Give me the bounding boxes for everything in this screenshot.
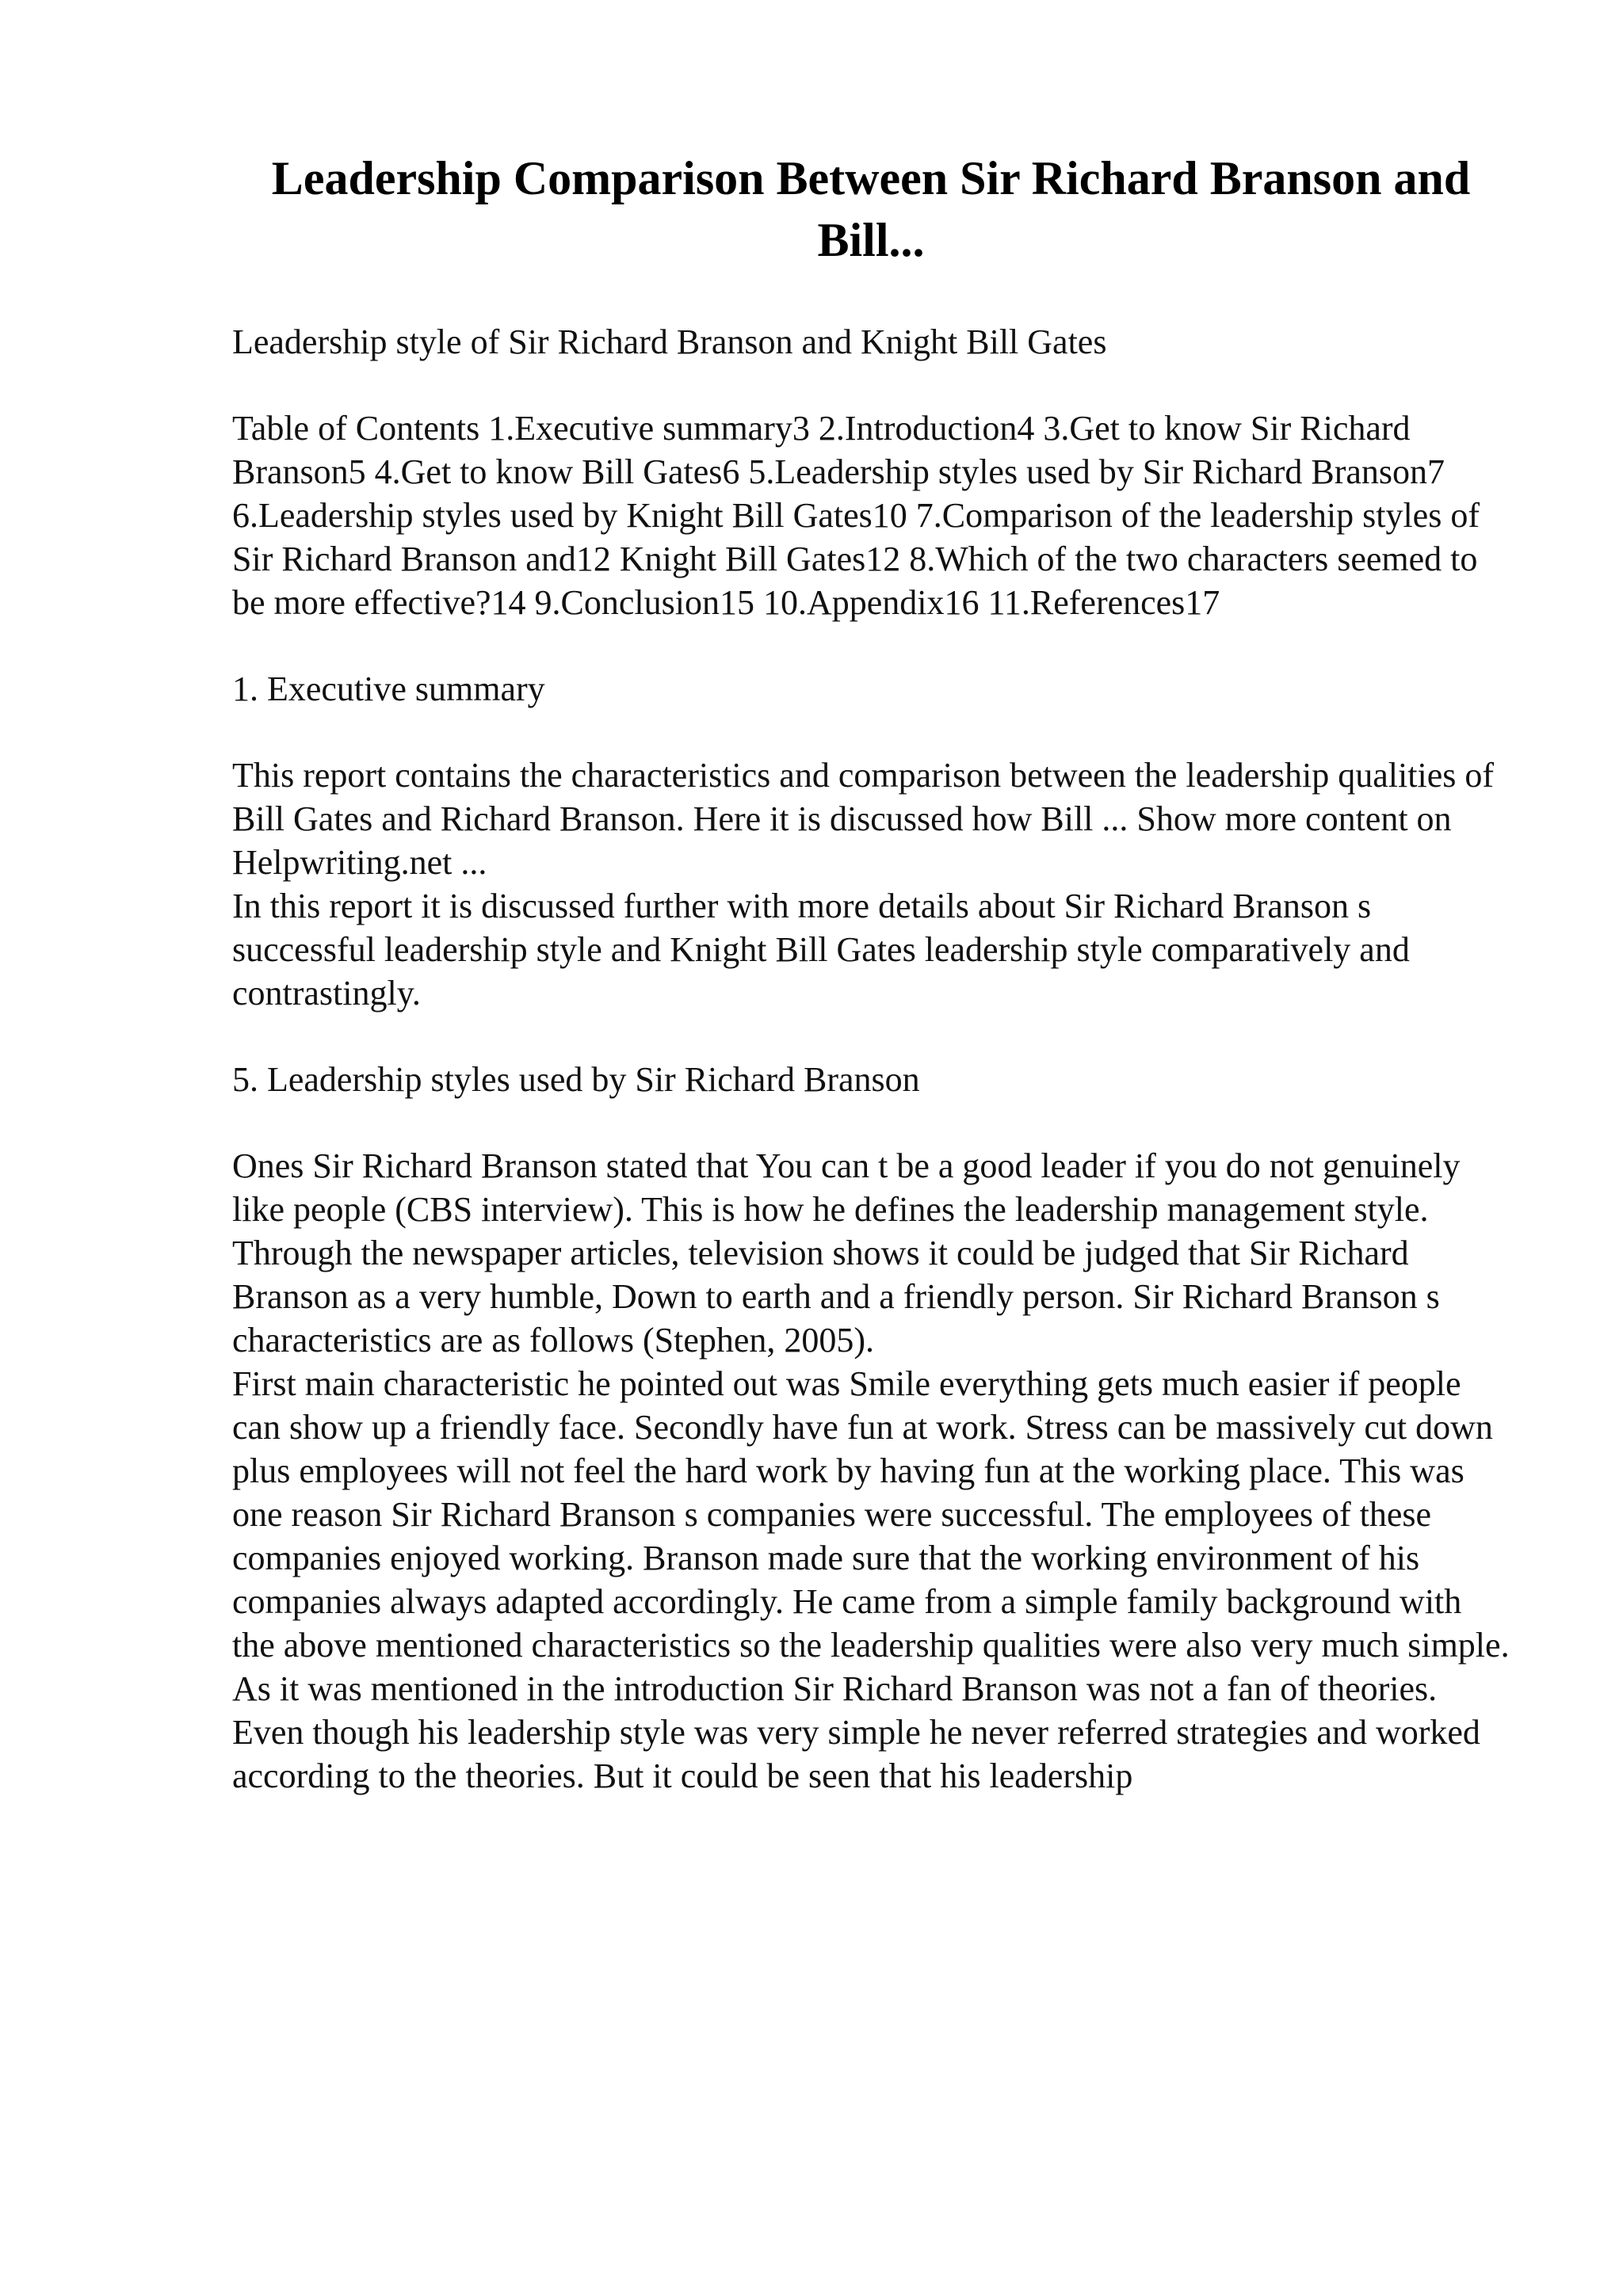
- executive-summary-paragraph-1: This report contains the characteristics and comparison between the leadership qualities of Bill Gates and Richard Branson. Here it is discussed how Bill ... Show more content on Helpwriting.net ...: [232, 756, 1494, 882]
- section-heading-executive-summary: 1. Executive summary: [232, 669, 545, 708]
- document-content: [232, 147, 1510, 1798]
- leadership-styles-body: [232, 1144, 1510, 1798]
- document-title: Leadership Comparison Between Sir Richard Branson and Bill...: [271, 152, 1471, 266]
- section-heading-leadership-styles-branson: 5. Leadership styles used by Sir Richard Branson: [232, 1060, 920, 1099]
- leadership-styles-paragraph-1: Ones Sir Richard Branson stated that You can t be a good leader if you do not genuinely like people (CBS interview). This is how he defines the leadership management style. Through the newspaper articles, television shows it could be judged that Sir Richard Branson as a very humble, Down to earth and a friendly person. Sir Richard Branson s characteristics are as follows (Stephen, 2005).: [232, 1146, 1461, 1360]
- leadership-styles-paragraph-2: First main characteristic he pointed out was Smile everything gets much easier if people can show up a friendly face. Secondly have fun at work. Stress can be massively cut down plus employees will not feel the hard work by having fun at the working place. This was one reason Sir Richard Branson s companies were successful. The employees of these companies enjoyed working. Branson made sure that the working environment of his companies always adapted accordingly. He came from a simple family background with the above mentioned characteristics so the leadership qualities were also very much simple. As it was mentioned in the introduction Sir Richard Branson was not a fan of theories. Even though his leadership style was very simple he never referred strategies and worked according to the theories. But it could be seen that his leadership: [232, 1364, 1510, 1795]
- table-of-contents: Table of Contents 1.Executive summary3 2.Introduction4 3.Get to know Sir Richard Branson5 4.Get to know Bill Gates6 5.Leadership styles used by Sir Richard Branson7 6.Leadership styles used by Knight Bill Gates10 7.Comparison of the leadership styles of Sir Richard Branson and12 Knight Bill Gates12 8.Which of the two characters seemed to be more effective?14 9.Conclusion15 10.Appendix16 11.References17: [232, 409, 1480, 622]
- executive-summary-paragraph-2: In this report it is discussed further with more details about Sir Richard Branson s successful leadership style and Knight Bill Gates leadership style comparatively and contrastingly.: [232, 887, 1410, 1013]
- document-subtitle: Leadership style of Sir Richard Branson and Knight Bill Gates: [232, 322, 1107, 361]
- executive-summary-body: [232, 753, 1510, 1015]
